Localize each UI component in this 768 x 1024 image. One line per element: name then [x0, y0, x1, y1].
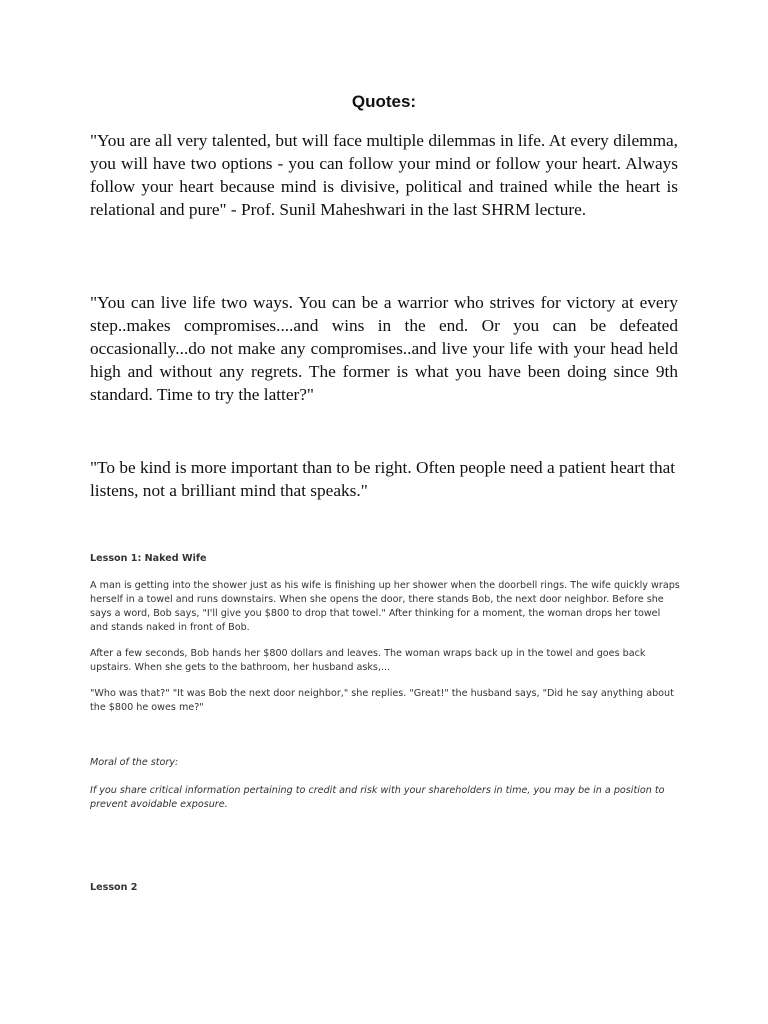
quote-2: "You can live life two ways. You can be a warrior who strives for victory at every step..makes compromises....and wins in the end. Or you can be defeated occasionally...do not make any compromises..and live your life with your head held high and without any regrets. The former is what you have been doing since 9th standard. Time to try the latter?" — [90, 293, 678, 404]
quote-3: "To be kind is more important than to be right. Often people need a patient heart that listens, not a brilliant mind that speaks." — [90, 458, 676, 500]
lesson-1-paragraph-1: A man is getting into the shower just as his wife is finishing up her shower when the doorbell rings. The wife quickly wraps herself in a towel and runs downstairs. When she opens the door, there stands Bob, the next door neighbor. Before she says a word, Bob says, "I'll give you $800 to drop that towel." After thinking for a moment, the woman drops her towel and stands naked in front of Bob. — [90, 580, 680, 633]
lesson-1-paragraph-2: After a few seconds, Bob hands her $800 dollars and leaves. The woman wraps back up in the towel and goes back upstairs. When she gets to the bathroom, her husband asks,... — [90, 648, 646, 673]
lesson-2-heading: Lesson 2 — [90, 882, 138, 893]
page-title: Quotes: — [351, 92, 417, 111]
moral-text: If you share critical information pertaining to credit and risk with your shareholders in time, you may be in a position to prevent avoidable exposure. — [90, 785, 665, 810]
lesson-1-paragraph-3: "Who was that?" "It was Bob the next door neighbor," she replies. "Great!" the husband says, "Did he say anything about the $800 he owes me?" — [90, 688, 674, 713]
moral-label: Moral of the story: — [90, 757, 179, 768]
quote-1: "You are all very talented, but will face multiple dilemmas in life. At every dilemma, you will have two options - you can follow your mind or follow your heart. Always follow your heart because mind is divisive, political and trained while the heart is relational and pure" - Prof. Sunil Maheshwari in the last SHRM lecture. — [90, 131, 678, 219]
lesson-1-heading: Lesson 1: Naked Wife — [90, 553, 207, 564]
